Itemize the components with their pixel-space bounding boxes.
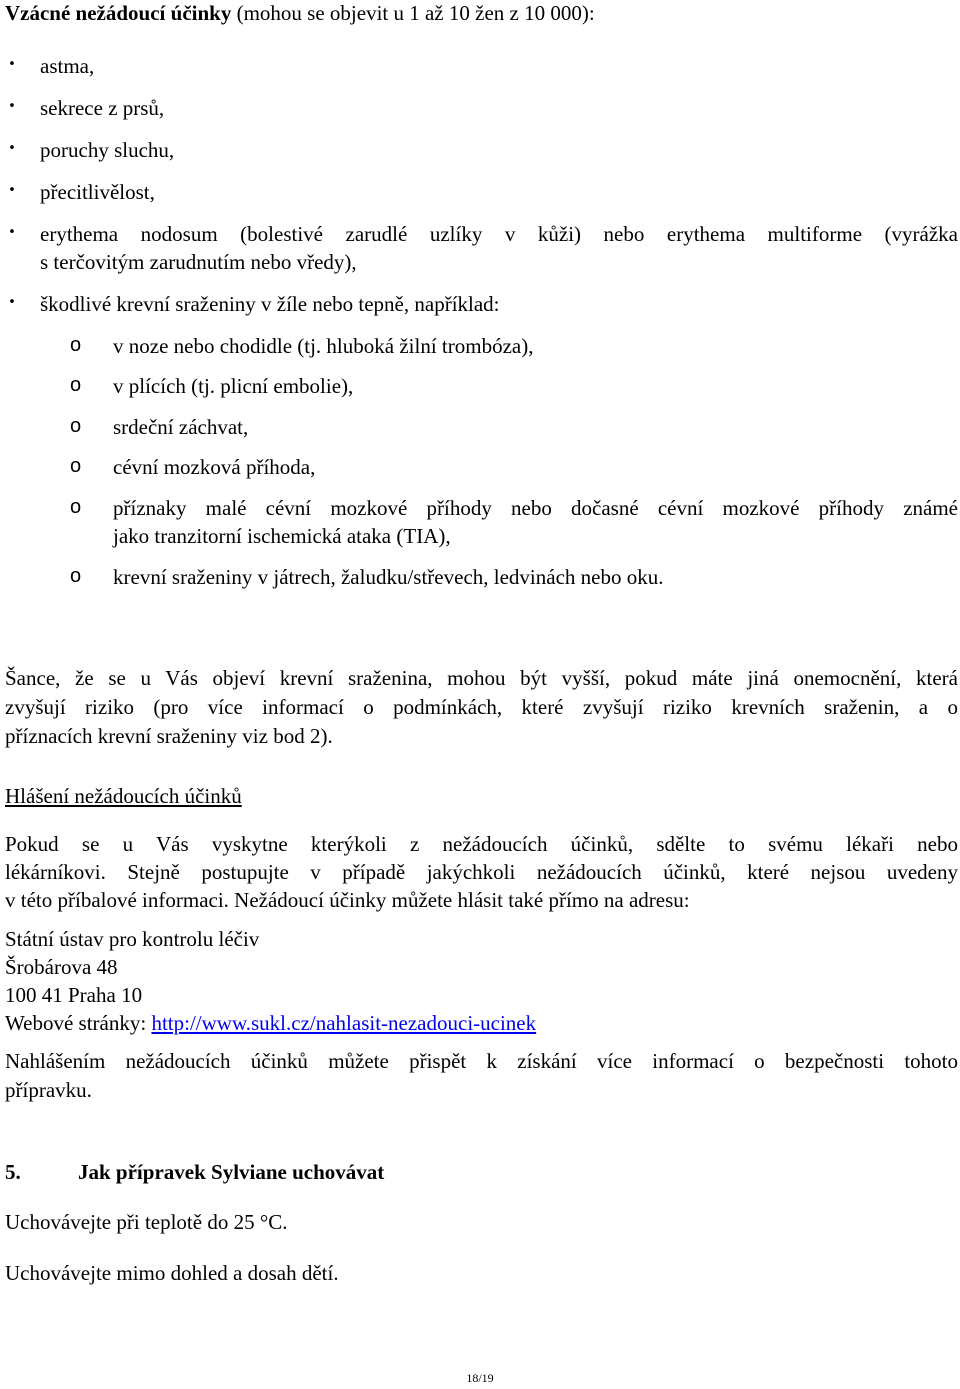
bullet-icon: • — [8, 295, 16, 310]
section-number: 5. — [5, 1160, 21, 1184]
storage-line: Uchovávejte mimo dohled a dosah dětí. — [5, 1261, 339, 1285]
section-heading: Hlášení nežádoucích účinků — [5, 784, 242, 808]
paragraph-line: Nahlášením nežádoucích účinků můžete přispět k získání více informací o bezpečnosti tohoto — [5, 1049, 958, 1073]
address-line: 100 41 Praha 10 — [5, 983, 143, 1007]
bullet-icon: • — [8, 225, 16, 240]
list-item-text: poruchy sluchu, — [40, 138, 175, 162]
circle-bullet-icon: o — [70, 415, 82, 437]
circle-bullet-icon: o — [70, 334, 82, 356]
intro-line — [5, 0, 595, 26]
section-title: Jak přípravek Sylviane uchovávat — [78, 1160, 385, 1184]
address-line: Šrobárova 48 — [5, 955, 118, 979]
circle-bullet-icon: o — [70, 455, 82, 477]
paragraph-line: přípravku. — [5, 1078, 92, 1102]
intro-bold: Vzácné nežádoucí účinky — [5, 1, 232, 25]
storage-line: Uchovávejte při teplotě do 25 °C. — [5, 1210, 288, 1234]
sub-list-item-text: jako tranzitorní ischemická ataka (TIA), — [113, 524, 451, 548]
paragraph-line: Šance, že se u Vás objeví krevní sraženina, mohou být vyšší, pokud máte jiná onemocnění, která — [5, 666, 958, 690]
paragraph-line: Pokud se u Vás vyskytne kterýkoli z nežádoucích účinků, sdělte to svému lékaři nebo — [5, 832, 958, 856]
circle-bullet-icon: o — [70, 496, 82, 518]
list-item-text: přecitlivělost, — [40, 180, 155, 204]
paragraph-line: zvyšují riziko (pro více informací o podmínkách, které zvyšují riziko krevních sraženin, a o — [5, 695, 958, 719]
circle-bullet-icon: o — [70, 565, 82, 587]
sub-list-item-text: cévní mozková příhoda, — [113, 455, 316, 479]
circle-bullet-icon: o — [70, 374, 82, 396]
paragraph-line: příznacích krevní sraženiny viz bod 2). — [5, 724, 333, 748]
list-item-text: astma, — [40, 54, 95, 78]
website-line — [5, 1010, 536, 1036]
sub-list-item-text: příznaky malé cévní mozkové příhody nebo dočasné cévní mozkové příhody známé — [113, 496, 958, 520]
list-item-text: erythema nodosum (bolestivé zarudlé uzlíky v kůži) nebo erythema multiforme (vyrážka — [40, 222, 958, 246]
paragraph-line: v této příbalové informaci. Nežádoucí účinky můžete hlásit také přímo na adresu: — [5, 888, 690, 912]
website-link[interactable]: http://www.sukl.cz/nahlasit-nezadouci-ucinek — [151, 1011, 537, 1035]
sub-list-item-text: v plících (tj. plicní embolie), — [113, 374, 354, 398]
address-line: Státní ústav pro kontrolu léčiv — [5, 927, 260, 951]
list-item-text: škodlivé krevní sraženiny v žíle nebo tepně, například: — [40, 292, 500, 316]
page-number: 18/19 — [466, 1371, 494, 1385]
sub-list-item-text: v noze nebo chodidle (tj. hluboká žilní trombóza), — [113, 334, 534, 358]
sub-list-item-text: krevní sraženiny v játrech, žaludku/střevech, ledvinách nebo oku. — [113, 565, 664, 589]
website-label: Webové stránky: — [5, 1011, 152, 1035]
list-item-text: s terčovitým zarudnutím nebo vředy), — [40, 250, 357, 274]
intro-rest: (mohou se objevit u 1 až 10 žen z 10 000): — [231, 1, 595, 25]
paragraph-line: lékárníkovi. Stejně postupujte v případě jakýchkoli nežádoucích účinků, které nejsou uvedeny — [5, 860, 958, 884]
bullet-icon: • — [8, 141, 16, 156]
list-item-text: sekrece z prsů, — [40, 96, 165, 120]
bullet-icon: • — [8, 99, 16, 114]
bullet-icon: • — [8, 57, 16, 72]
bullet-icon: • — [8, 183, 16, 198]
sub-list-item-text: srdeční záchvat, — [113, 415, 249, 439]
